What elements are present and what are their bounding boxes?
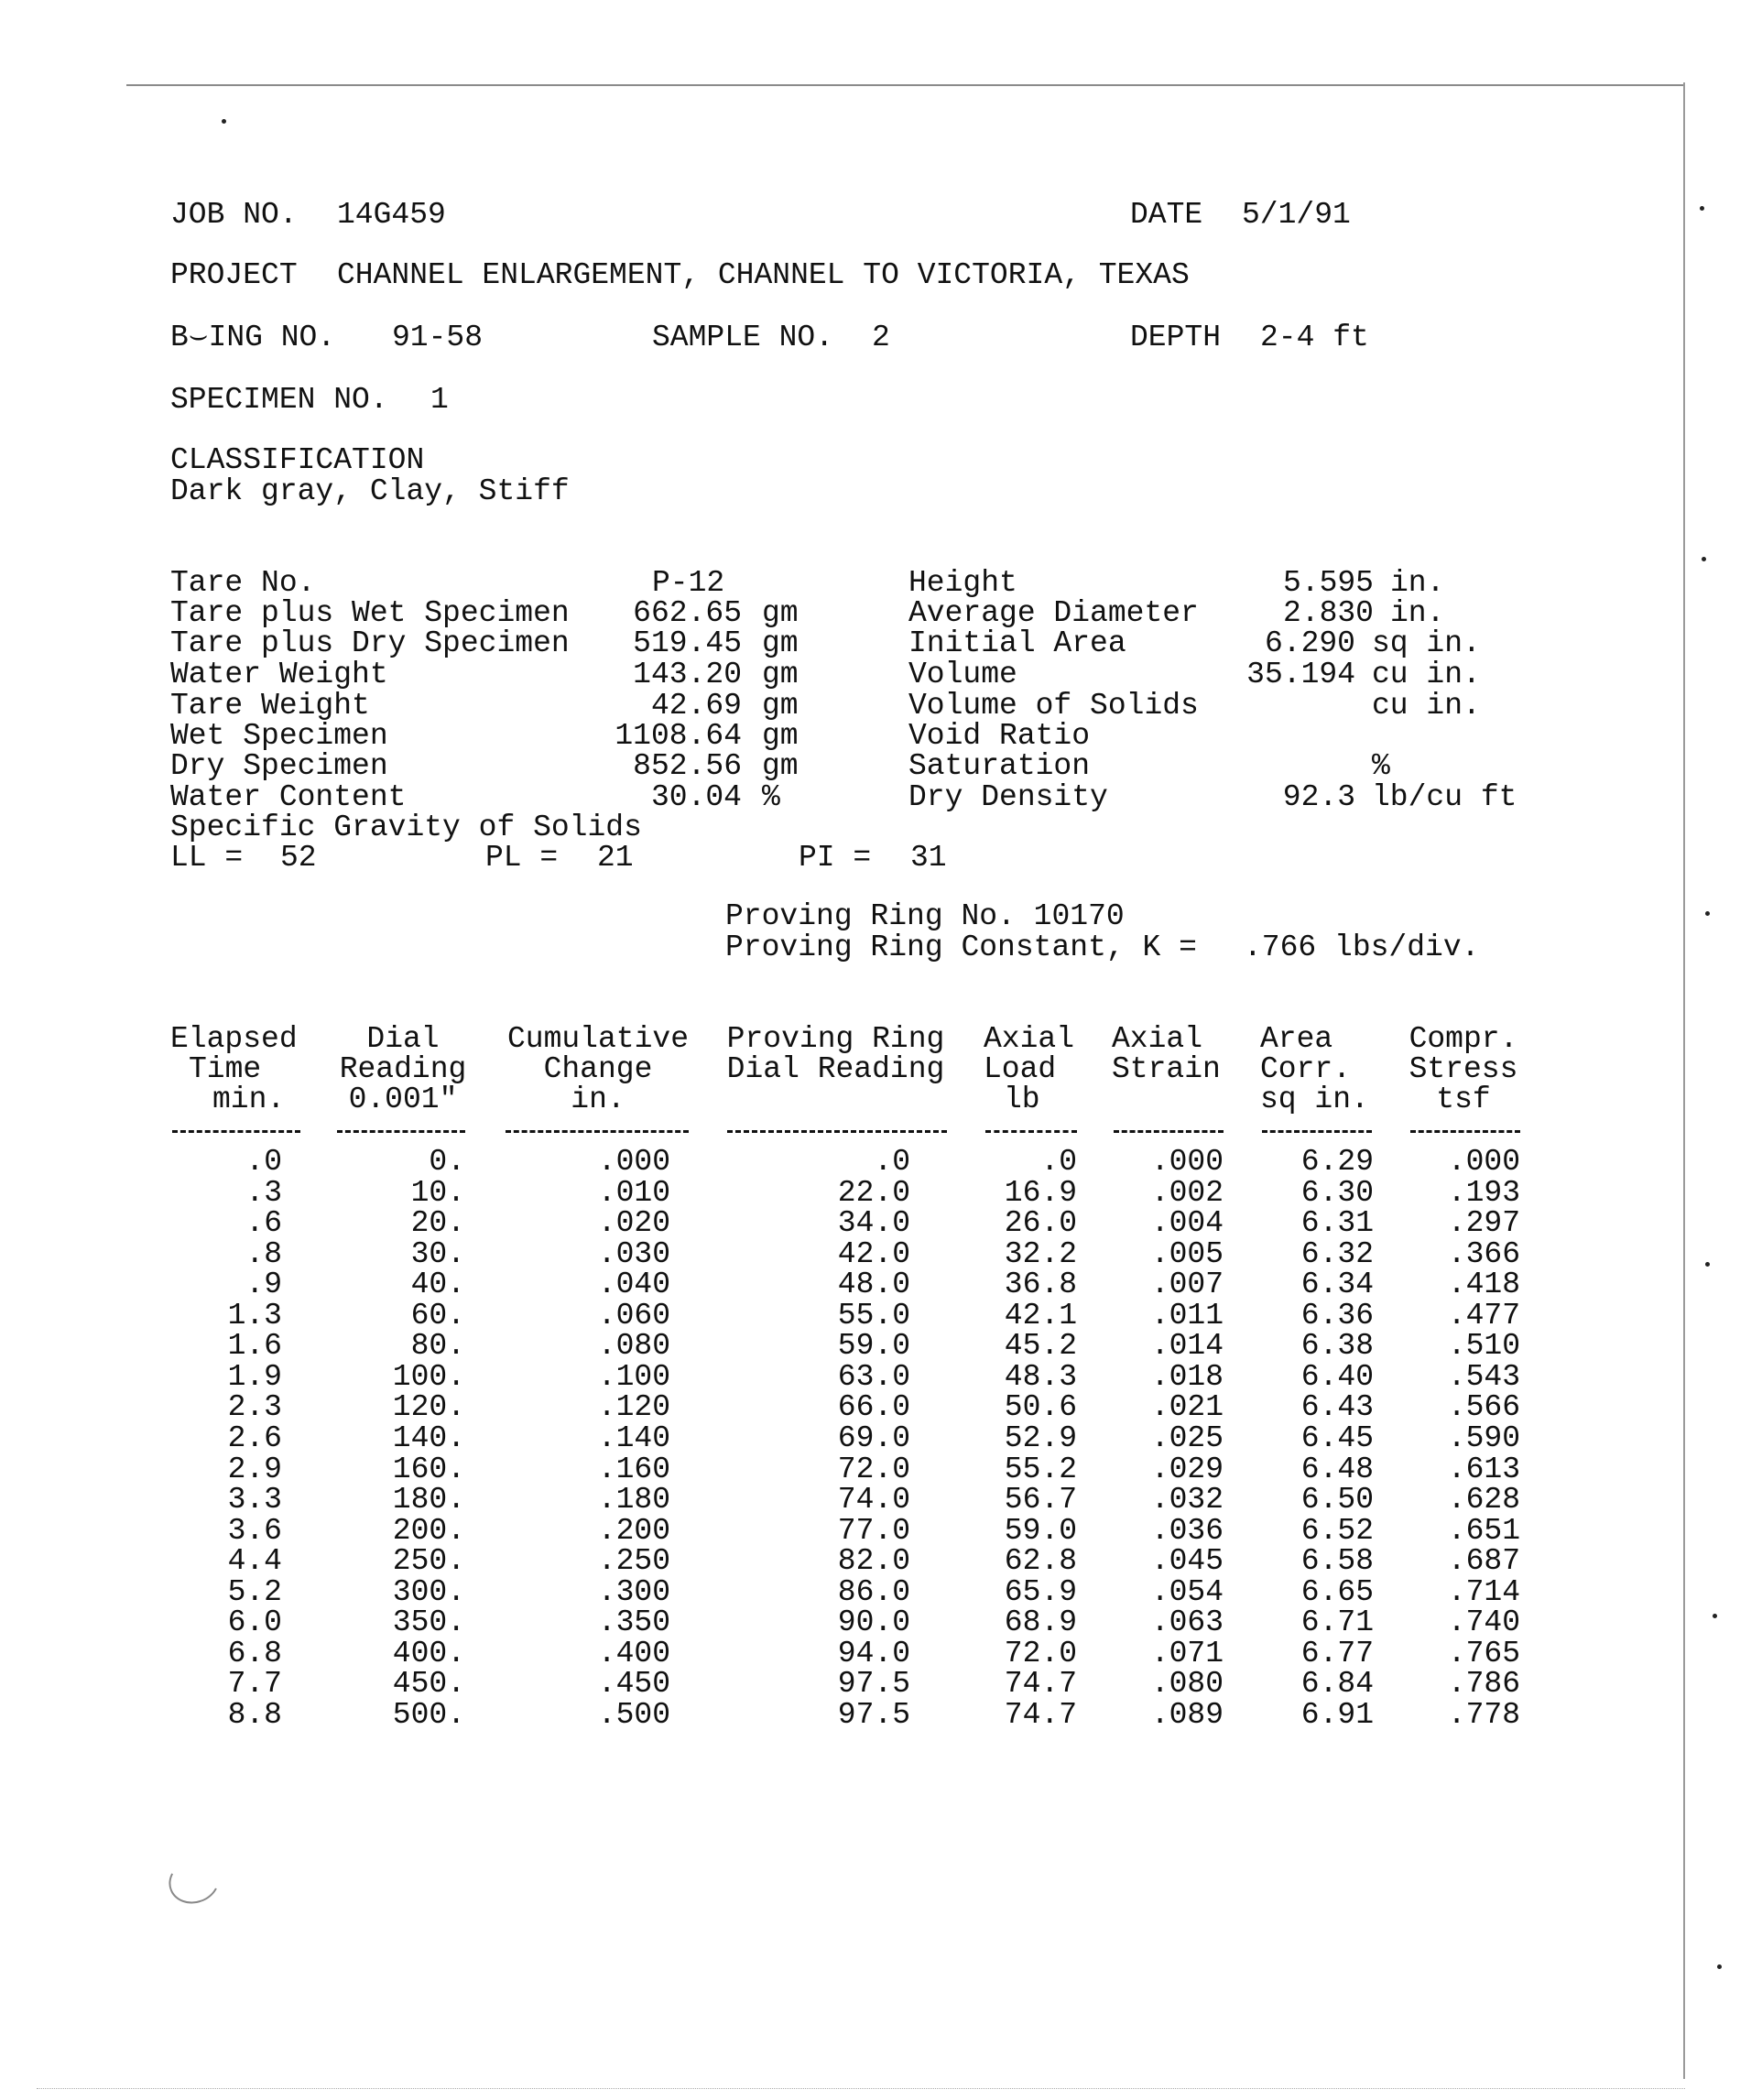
cumulative-change-cell: .010 (597, 1175, 670, 1210)
table-row (0, 1546, 1762, 1577)
proving-ring-reading-cell: 90.0 (837, 1605, 910, 1640)
property-value: P-12 (652, 566, 725, 600)
axial-strain-cell: .018 (1150, 1359, 1224, 1394)
area-corr-cell: 6.40 (1300, 1359, 1374, 1394)
elapsed-time-cell: 3.3 (227, 1483, 282, 1518)
dial-reading-cell: 100. (392, 1359, 465, 1394)
header-rule (1262, 1130, 1372, 1133)
plasticity-index-label: PI = (799, 841, 872, 875)
proving-ring-reading-cell: 77.0 (837, 1513, 910, 1548)
date-label: DATE (1130, 198, 1203, 232)
compr-stress-cell: .687 (1447, 1544, 1520, 1579)
area-corr-cell: 6.34 (1300, 1268, 1374, 1302)
area-corr-cell: 6.50 (1300, 1483, 1374, 1518)
table-row (0, 1331, 1762, 1362)
cumulative-change-cell: .030 (597, 1236, 670, 1271)
property-unit: gm (762, 749, 799, 783)
axial-strain-cell: .032 (1150, 1483, 1224, 1518)
area-corr-cell: 6.48 (1300, 1452, 1374, 1486)
page-border-top (126, 84, 1683, 86)
property-value: 662.65 (633, 596, 742, 630)
header-rule (1114, 1130, 1224, 1133)
compr-stress-cell: .613 (1447, 1452, 1520, 1486)
compr-stress-cell: .543 (1447, 1359, 1520, 1394)
column-header: Compr. (1409, 1022, 1518, 1056)
proving-ring-reading-cell: .0 (874, 1145, 910, 1179)
property-label: Water Weight (170, 658, 388, 691)
compr-stress-cell: .786 (1447, 1667, 1520, 1702)
elapsed-time-cell: 8.8 (227, 1697, 282, 1732)
table-row (0, 1454, 1762, 1485)
compr-stress-cell: .366 (1447, 1236, 1520, 1271)
elapsed-time-cell: 7.7 (227, 1667, 282, 1702)
axial-strain-cell: .045 (1150, 1544, 1224, 1579)
cumulative-change-cell: .500 (597, 1697, 670, 1732)
depth-value: 2-4 ft (1260, 321, 1369, 354)
table-row (0, 1513, 1762, 1548)
proving-ring-reading-cell: 48.0 (837, 1268, 910, 1302)
axial-load-cell: 32.2 (1004, 1236, 1077, 1271)
scan-speck (1702, 557, 1706, 561)
proving-ring-reading-cell: 72.0 (837, 1452, 910, 1486)
axial-load-cell: .0 (1040, 1145, 1077, 1179)
plastic-limit-label: PL = (485, 841, 559, 875)
axial-load-cell: 68.9 (1004, 1605, 1077, 1640)
property-label: Water Content (170, 780, 407, 814)
boring-number-label: B⌣ING NO. (170, 321, 336, 354)
proving-ring-reading-cell: 74.0 (837, 1483, 910, 1518)
dial-reading-cell: 30. (410, 1236, 465, 1271)
column-header: Area (1260, 1022, 1333, 1056)
property-label: Dry Specimen (170, 749, 388, 783)
axial-load-cell: 74.7 (1004, 1697, 1077, 1732)
scan-speck (222, 119, 226, 124)
area-corr-cell: 6.58 (1300, 1544, 1374, 1579)
property-unit: % (1372, 749, 1390, 783)
dial-reading-cell: 0. (429, 1145, 465, 1179)
axial-strain-cell: .014 (1150, 1329, 1224, 1364)
axial-strain-cell: .021 (1150, 1390, 1224, 1425)
specimen-number-label: SPECIMEN NO. (170, 383, 388, 417)
axial-load-cell: 65.9 (1004, 1574, 1077, 1609)
dial-reading-cell: 120. (392, 1390, 465, 1425)
table-row (0, 1420, 1762, 1455)
header-rule (727, 1130, 947, 1133)
axial-strain-cell: .011 (1150, 1298, 1224, 1333)
axial-load-cell: 72.0 (1004, 1636, 1077, 1670)
property-unit: lb/cu ft (1372, 780, 1517, 814)
job-number-value: 14G459 (337, 198, 446, 232)
axial-strain-cell: .089 (1150, 1697, 1224, 1732)
cumulative-change-cell: .250 (597, 1544, 670, 1579)
elapsed-time-cell: 6.0 (227, 1605, 282, 1640)
compr-stress-cell: .477 (1447, 1298, 1520, 1333)
elapsed-time-cell: .0 (245, 1145, 282, 1179)
cumulative-change-cell: .060 (597, 1298, 670, 1333)
area-corr-cell: 6.52 (1300, 1513, 1374, 1548)
compr-stress-cell: .566 (1447, 1390, 1520, 1425)
cumulative-change-cell: .000 (597, 1145, 670, 1179)
column-header: Cumulative (506, 1022, 690, 1056)
cumulative-change-cell: .020 (597, 1206, 670, 1241)
boring-number-value: 91-58 (392, 321, 484, 354)
cumulative-change-cell: .350 (597, 1605, 670, 1640)
cumulative-change-cell: .040 (597, 1268, 670, 1302)
project-value: CHANNEL ENLARGEMENT, CHANNEL TO VICTORIA, TEXAS (337, 258, 1190, 292)
area-corr-cell: 6.65 (1300, 1574, 1374, 1609)
axial-load-cell: 36.8 (1004, 1268, 1077, 1302)
area-corr-cell: 6.32 (1300, 1236, 1374, 1271)
axial-load-cell: 52.9 (1004, 1420, 1077, 1455)
area-corr-cell: 6.31 (1300, 1206, 1374, 1241)
column-header: Strain (1112, 1052, 1221, 1086)
dial-reading-cell: 400. (392, 1636, 465, 1670)
header-rule (506, 1130, 689, 1133)
property-value: 143.20 (633, 658, 742, 691)
classification-label: CLASSIFICATION (170, 443, 425, 477)
cumulative-change-cell: .120 (597, 1390, 670, 1425)
axial-strain-cell: .071 (1150, 1636, 1224, 1670)
elapsed-time-cell: 2.6 (227, 1420, 282, 1455)
axial-load-cell: 16.9 (1004, 1175, 1077, 1210)
property-label: Tare No. (170, 566, 316, 600)
liquid-limit-value: 52 (280, 841, 317, 875)
dial-reading-cell: 350. (392, 1605, 465, 1640)
axial-load-cell: 59.0 (1004, 1513, 1077, 1548)
axial-load-cell: 48.3 (1004, 1359, 1077, 1394)
dial-reading-cell: 200. (392, 1513, 465, 1548)
job-number-label: JOB NO. (170, 198, 298, 232)
page-border-bottom (37, 2088, 1685, 2089)
dial-reading-cell: 180. (392, 1483, 465, 1518)
elapsed-time-cell: .9 (245, 1268, 282, 1302)
cumulative-change-cell: .100 (597, 1359, 670, 1394)
scan-speck (1717, 1964, 1722, 1969)
table-row (0, 1269, 1762, 1300)
area-corr-cell: 6.84 (1300, 1667, 1374, 1702)
cumulative-change-cell: .200 (597, 1513, 670, 1548)
column-header: Elapsed (170, 1022, 298, 1056)
table-row (0, 1607, 1762, 1638)
axial-strain-cell: .005 (1150, 1236, 1224, 1271)
dial-reading-cell: 80. (410, 1329, 465, 1364)
axial-load-cell: 50.6 (1004, 1390, 1077, 1425)
proving-ring-reading-cell: 59.0 (837, 1329, 910, 1364)
area-corr-cell: 6.45 (1300, 1420, 1374, 1455)
compr-stress-cell: .765 (1447, 1636, 1520, 1670)
property-unit: gm (762, 719, 799, 753)
specimen-number-value: 1 (430, 383, 449, 417)
property-value: 92.3 (1282, 780, 1355, 814)
elapsed-time-cell: 3.6 (227, 1513, 282, 1548)
axial-load-cell: 56.7 (1004, 1483, 1077, 1518)
header-rule (1410, 1130, 1520, 1133)
property-value: 5.595 (1282, 566, 1374, 600)
column-header: tsf (1436, 1083, 1491, 1116)
axial-strain-cell: .002 (1150, 1175, 1224, 1210)
sample-number-value: 2 (872, 321, 890, 354)
area-corr-cell: 6.36 (1300, 1298, 1374, 1333)
elapsed-time-cell: 1.3 (227, 1298, 282, 1333)
table-row (0, 1392, 1762, 1423)
axial-strain-cell: .025 (1150, 1420, 1224, 1455)
header-rule (985, 1130, 1077, 1133)
column-header: Stress (1409, 1052, 1518, 1086)
property-unit: gm (762, 596, 799, 630)
property-unit: in. (1390, 566, 1445, 600)
area-corr-cell: 6.91 (1300, 1697, 1374, 1732)
table-row (0, 1485, 1762, 1516)
proving-ring-reading-cell: 42.0 (837, 1236, 910, 1271)
column-header: Corr. (1260, 1052, 1352, 1086)
scan-speck (1705, 911, 1710, 916)
cumulative-change-cell: .300 (597, 1574, 670, 1609)
compr-stress-cell: .193 (1447, 1175, 1520, 1210)
axial-strain-cell: .063 (1150, 1605, 1224, 1640)
property-unit: gm (762, 689, 799, 723)
property-label: Volume (908, 658, 1017, 691)
property-label: Average Diameter (908, 596, 1199, 630)
project-label: PROJECT (170, 258, 298, 292)
cumulative-change-cell: .080 (597, 1329, 670, 1364)
plasticity-index-value: 31 (910, 841, 947, 875)
property-unit: gm (762, 658, 799, 691)
elapsed-time-cell: 4.4 (227, 1544, 282, 1579)
column-header: Axial (1112, 1022, 1203, 1056)
proving-ring-reading-cell: 94.0 (837, 1636, 910, 1670)
table-row (0, 1359, 1762, 1394)
column-header: Reading (339, 1052, 467, 1086)
property-label: Saturation (908, 749, 1091, 783)
compr-stress-cell: .628 (1447, 1483, 1520, 1518)
compr-stress-cell: .740 (1447, 1605, 1520, 1640)
table-row (0, 1175, 1762, 1210)
column-header: Dial (366, 1022, 440, 1056)
cumulative-change-cell: .450 (597, 1667, 670, 1702)
column-header: Dial Reading (726, 1052, 945, 1086)
table-row (0, 1208, 1762, 1239)
area-corr-cell: 6.77 (1300, 1636, 1374, 1670)
dial-reading-cell: 300. (392, 1574, 465, 1609)
compr-stress-cell: .590 (1447, 1420, 1520, 1455)
compr-stress-cell: .510 (1447, 1329, 1520, 1364)
depth-label: DEPTH (1130, 321, 1222, 354)
cumulative-change-cell: .140 (597, 1420, 670, 1455)
compr-stress-cell: .651 (1447, 1513, 1520, 1548)
property-label: Wet Specimen (170, 719, 388, 753)
property-label: Initial Area (908, 626, 1126, 660)
property-unit: sq in. (1372, 626, 1481, 660)
proving-ring-constant-label: Proving Ring Constant, K = (725, 930, 1197, 964)
column-header: in. (571, 1083, 625, 1116)
property-unit: cu in. (1372, 689, 1481, 723)
elapsed-time-cell: 2.3 (227, 1390, 282, 1425)
table-row (0, 1669, 1762, 1700)
proving-ring-number: Proving Ring No. 10170 (725, 899, 1125, 933)
property-label: Height (908, 566, 1017, 600)
column-header: Load (984, 1052, 1057, 1086)
axial-load-cell: 26.0 (1004, 1206, 1077, 1241)
area-corr-cell: 6.29 (1300, 1145, 1374, 1179)
axial-strain-cell: .004 (1150, 1206, 1224, 1241)
axial-load-cell: 55.2 (1004, 1452, 1077, 1486)
property-label: Tare plus Wet Specimen (170, 596, 570, 630)
area-corr-cell: 6.43 (1300, 1390, 1374, 1425)
cumulative-change-cell: .160 (597, 1452, 670, 1486)
axial-load-cell: 45.2 (1004, 1329, 1077, 1364)
axial-strain-cell: .080 (1150, 1667, 1224, 1702)
column-header: min. (212, 1083, 286, 1116)
elapsed-time-cell: 6.8 (227, 1636, 282, 1670)
property-value: 42.69 (650, 689, 742, 723)
axial-load-cell: 42.1 (1004, 1298, 1077, 1333)
scan-speck (1700, 206, 1704, 211)
dial-reading-cell: 500. (392, 1697, 465, 1732)
dial-reading-cell: 40. (410, 1268, 465, 1302)
proving-ring-reading-cell: 34.0 (837, 1206, 910, 1241)
column-header: Time (189, 1052, 262, 1086)
property-label: Tare Weight (170, 689, 370, 723)
header-rule (172, 1130, 300, 1133)
elapsed-time-cell: .8 (245, 1236, 282, 1271)
compr-stress-cell: .418 (1447, 1268, 1520, 1302)
proving-ring-reading-cell: 66.0 (837, 1390, 910, 1425)
header-rule (337, 1130, 465, 1133)
column-header: Axial (984, 1022, 1075, 1056)
axial-strain-cell: .036 (1150, 1513, 1224, 1548)
cumulative-change-cell: .180 (597, 1483, 670, 1518)
punch-hole-mark (162, 1852, 225, 1910)
dial-reading-cell: 60. (410, 1298, 465, 1333)
proving-ring-reading-cell: 55.0 (837, 1298, 910, 1333)
classification-value: Dark gray, Clay, Stiff (170, 474, 570, 508)
cumulative-change-cell: .400 (597, 1636, 670, 1670)
property-label: Void Ratio (908, 719, 1091, 753)
property-value: 519.45 (633, 626, 742, 660)
dial-reading-cell: 10. (410, 1175, 465, 1210)
plastic-limit-value: 21 (597, 841, 634, 875)
elapsed-time-cell: 1.9 (227, 1359, 282, 1394)
elapsed-time-cell: 1.6 (227, 1329, 282, 1364)
axial-load-cell: 62.8 (1004, 1544, 1077, 1579)
compr-stress-cell: .778 (1447, 1697, 1520, 1732)
elapsed-time-cell: .6 (245, 1206, 282, 1241)
property-label: Volume of Solids (908, 689, 1199, 723)
elapsed-time-cell: .3 (245, 1175, 282, 1210)
proving-ring-reading-cell: 82.0 (837, 1544, 910, 1579)
property-unit: % (762, 780, 780, 814)
property-value: 2.830 (1282, 596, 1374, 630)
axial-strain-cell: .000 (1150, 1145, 1224, 1179)
dial-reading-cell: 160. (392, 1452, 465, 1486)
sample-number-label: SAMPLE NO. (652, 321, 834, 354)
property-label: Dry Density (908, 780, 1108, 814)
liquid-limit-label: LL = (170, 841, 244, 875)
column-header: sq in. (1260, 1083, 1369, 1116)
property-unit: gm (762, 626, 799, 660)
table-row (0, 1697, 1762, 1732)
property-unit: in. (1390, 596, 1445, 630)
area-corr-cell: 6.71 (1300, 1605, 1374, 1640)
table-row (0, 1574, 1762, 1609)
table-row (0, 1638, 1762, 1670)
area-corr-cell: 6.38 (1300, 1329, 1374, 1364)
dial-reading-cell: 250. (392, 1544, 465, 1579)
proving-ring-reading-cell: 63.0 (837, 1359, 910, 1394)
column-header: 0.001" (348, 1083, 458, 1116)
table-row (0, 1236, 1762, 1271)
compr-stress-cell: .000 (1447, 1145, 1520, 1179)
elapsed-time-cell: 5.2 (227, 1574, 282, 1609)
column-header: lb (1004, 1083, 1040, 1116)
page-border-right (1683, 82, 1685, 2079)
property-value: 852.56 (633, 749, 742, 783)
axial-strain-cell: .007 (1150, 1268, 1224, 1302)
axial-load-cell: 74.7 (1004, 1667, 1077, 1702)
proving-ring-reading-cell: 97.5 (837, 1667, 910, 1702)
proving-ring-reading-cell: 97.5 (837, 1697, 910, 1732)
property-value: 6.290 (1264, 626, 1355, 660)
property-value: 30.04 (650, 780, 742, 814)
area-corr-cell: 6.30 (1300, 1175, 1374, 1210)
table-row (0, 1300, 1762, 1332)
elapsed-time-cell: 2.9 (227, 1452, 282, 1486)
date-value: 5/1/91 (1242, 198, 1351, 232)
compr-stress-cell: .714 (1447, 1574, 1520, 1609)
dial-reading-cell: 20. (410, 1206, 465, 1241)
property-unit: cu in. (1372, 658, 1481, 691)
property-label: Tare plus Dry Specimen (170, 626, 570, 660)
property-value: 1108.64 (615, 719, 742, 753)
specific-gravity-label: Specific Gravity of Solids (170, 811, 642, 844)
proving-ring-reading-cell: 69.0 (837, 1420, 910, 1455)
axial-strain-cell: .029 (1150, 1452, 1224, 1486)
dial-reading-cell: 140. (392, 1420, 465, 1455)
dial-reading-cell: 450. (392, 1667, 465, 1702)
column-header: Proving Ring (726, 1022, 945, 1056)
proving-ring-reading-cell: 22.0 (837, 1175, 910, 1210)
table-row (0, 1147, 1762, 1178)
proving-ring-reading-cell: 86.0 (837, 1574, 910, 1609)
property-value: 35.194 (1246, 658, 1355, 691)
compr-stress-cell: .297 (1447, 1206, 1520, 1241)
column-header: Change (543, 1052, 653, 1086)
axial-strain-cell: .054 (1150, 1574, 1224, 1609)
proving-ring-constant-value: .766 lbs/div. (1244, 930, 1480, 964)
